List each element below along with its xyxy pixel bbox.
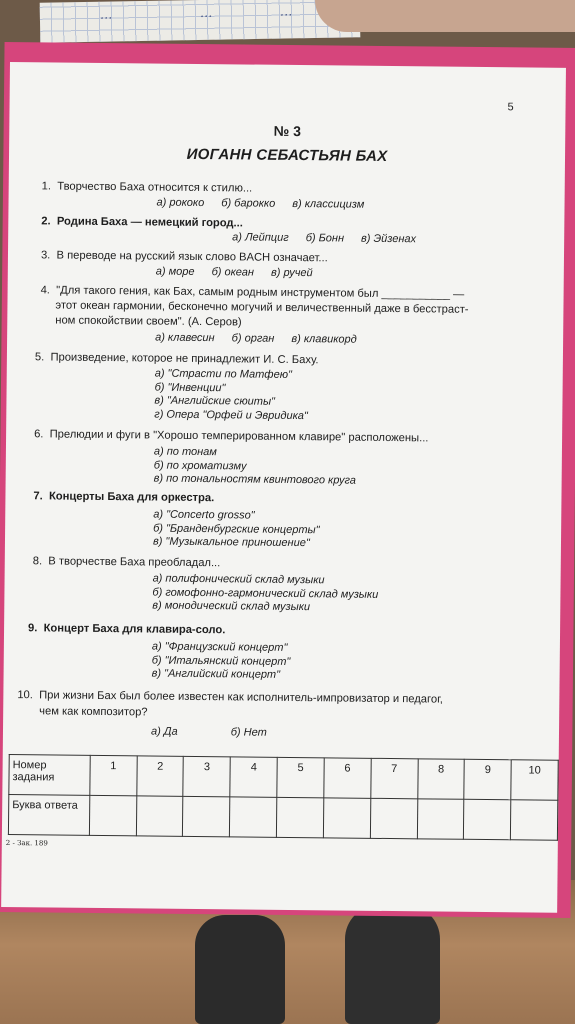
- answer-cell[interactable]: [370, 798, 417, 838]
- answer-option: б) "Инвенции": [154, 381, 226, 394]
- question-number: 8.: [32, 555, 43, 568]
- answer-cell[interactable]: [511, 800, 558, 840]
- question-text-line: ном спокойствии своем". (А. Серов): [55, 314, 242, 329]
- answer-cell[interactable]: [417, 799, 464, 839]
- worksheet: [1, 62, 566, 913]
- table-row: [9, 755, 558, 801]
- answer-option: а) море: [155, 265, 195, 278]
- question-text: Творчество Баха относится к стилю...: [57, 180, 253, 195]
- question: [17, 689, 443, 706]
- answer-option: б) орган: [231, 332, 275, 345]
- question: [41, 215, 243, 230]
- question-text: "Для такого гения, как Бах, самым родным инструментом был ___________ —: [56, 284, 465, 301]
- answer-row: [155, 332, 371, 348]
- scribble: ...: [199, 5, 213, 21]
- question-number: 3.: [40, 249, 51, 262]
- answer-option: г) Опера "Орфей и Эвридика": [154, 408, 308, 422]
- answer-cell[interactable]: [183, 796, 230, 836]
- answer-option: в) по тональностям квинтового круга: [153, 472, 356, 487]
- question: [33, 555, 221, 570]
- question-text: Произведение, которое не принадлежит И. С. Баху.: [50, 351, 319, 367]
- page-title: ИОГАНН СЕБАСТЬЯН БАХ: [186, 145, 388, 165]
- answer-list: [154, 446, 357, 489]
- background-notebook: [40, 0, 361, 43]
- answer-option: а) "Французский концерт": [151, 640, 288, 654]
- scribble: ...: [99, 7, 113, 23]
- table-cell: 5: [277, 757, 324, 797]
- answer-list: [153, 509, 320, 551]
- answer-cell[interactable]: [464, 799, 511, 839]
- answer-option: б) барокко: [221, 197, 276, 210]
- question-number: 9.: [28, 622, 38, 635]
- question-text: Прелюдии и фуги в "Хорошо темперированном клавире" расположены...: [49, 428, 429, 445]
- answer-option: в) "Английский концерт": [151, 667, 281, 681]
- answer-option: а) "Concerto grosso": [153, 508, 255, 522]
- right-shoe: [345, 905, 440, 1024]
- question-text-line: этот океан гармонии, бесконечно могучий и величественный даже в бесстраст-: [55, 299, 469, 316]
- question-text: Концерт Баха для клавира-соло.: [43, 622, 226, 637]
- question: [42, 180, 253, 195]
- page-number: 5: [507, 101, 514, 114]
- question-number: 10.: [17, 689, 33, 702]
- answer-option: в) "Английские сюиты": [154, 394, 276, 408]
- answer-option: б) по хроматизму: [153, 459, 247, 472]
- question: [35, 351, 319, 367]
- question-text-line: чем как композитор?: [39, 705, 148, 719]
- left-shoe: [195, 915, 285, 1024]
- answer-option: а) полифонический склад музыки: [152, 572, 325, 587]
- table-cell: 9: [464, 759, 511, 799]
- table-cell: 3: [183, 756, 230, 796]
- question: [34, 428, 428, 445]
- table-cell: 7: [371, 758, 418, 798]
- answer-option: а) "Страсти по Матфею": [154, 367, 293, 381]
- answer-option: в) клавикорд: [291, 332, 357, 346]
- answer-option: в) монодический склад музыки: [152, 599, 311, 614]
- question-number: 5.: [34, 351, 45, 364]
- worksheet-number: № 3: [273, 122, 302, 140]
- answer-option: а) рококо: [156, 196, 205, 210]
- answer-cell[interactable]: [276, 797, 323, 837]
- question-text: В творчестве Баха преобладал...: [48, 555, 221, 570]
- answer-option: в) "Музыкальное приношение": [152, 535, 310, 550]
- table-cell: 6: [324, 758, 371, 798]
- answer-cell[interactable]: [136, 796, 183, 836]
- table-cell: 8: [417, 759, 464, 799]
- answer-option: а) Лейпциг: [232, 231, 289, 244]
- answer-option: б) "Бранденбургские концерты": [153, 522, 320, 536]
- question: [33, 490, 214, 505]
- question-text: Родина Баха — немецкий город...: [56, 215, 243, 230]
- answer-option: б) океан: [211, 266, 255, 279]
- answer-row: [156, 266, 327, 281]
- answer-option: а) Да: [150, 725, 178, 738]
- answer-option: б) "Итальянский концерт": [151, 654, 291, 668]
- answer-cell[interactable]: [89, 795, 136, 835]
- answer-list: [152, 573, 378, 616]
- question-text: При жизни Бах был более известен как исполнитель-импровизатор и педагог,: [39, 689, 443, 706]
- question-number: 1.: [41, 180, 52, 193]
- answer-option: а) по тонам: [153, 445, 217, 459]
- answer-row: [232, 231, 430, 247]
- table-cell: 10: [511, 760, 558, 800]
- question: [41, 249, 328, 265]
- answer-cell[interactable]: [323, 798, 370, 838]
- question-number: 2.: [41, 215, 51, 228]
- table-header-cell: Номер задания: [9, 755, 90, 796]
- answer-list: [154, 368, 308, 424]
- footer-print-code: 2 - Зак. 189: [5, 838, 48, 848]
- answer-option: в) ручей: [270, 266, 313, 280]
- answer-cell[interactable]: [230, 797, 277, 837]
- answer-option: б) Бонн: [305, 232, 345, 245]
- answer-option: б) Нет: [230, 726, 267, 739]
- answer-row: [156, 197, 378, 213]
- table-cell: 4: [230, 757, 277, 797]
- answer-option: в) Эйзенах: [361, 232, 417, 246]
- question-text: В переводе на русский язык слово BACH означает...: [56, 249, 328, 265]
- answer-option: а) клавесин: [155, 331, 215, 345]
- question-number: 7.: [33, 490, 43, 503]
- hand-thumb: [315, 0, 575, 32]
- answer-row: [151, 726, 281, 741]
- scribble: ...: [279, 4, 293, 20]
- table-row: [8, 795, 557, 841]
- answer-option: б) гомофонно-гармонический склад музыки: [152, 586, 379, 601]
- question-number: 4.: [40, 284, 51, 297]
- table-header-cell: Буква ответа: [8, 795, 89, 836]
- question-text: Концерты Баха для оркестра.: [48, 490, 215, 505]
- question-number: 6.: [34, 428, 44, 441]
- answer-list: [152, 641, 291, 683]
- table-cell: 2: [136, 756, 183, 796]
- answer-option: в) классицизм: [292, 197, 365, 211]
- question: [28, 622, 225, 637]
- answer-table: [8, 754, 559, 841]
- table-cell: 1: [90, 755, 137, 795]
